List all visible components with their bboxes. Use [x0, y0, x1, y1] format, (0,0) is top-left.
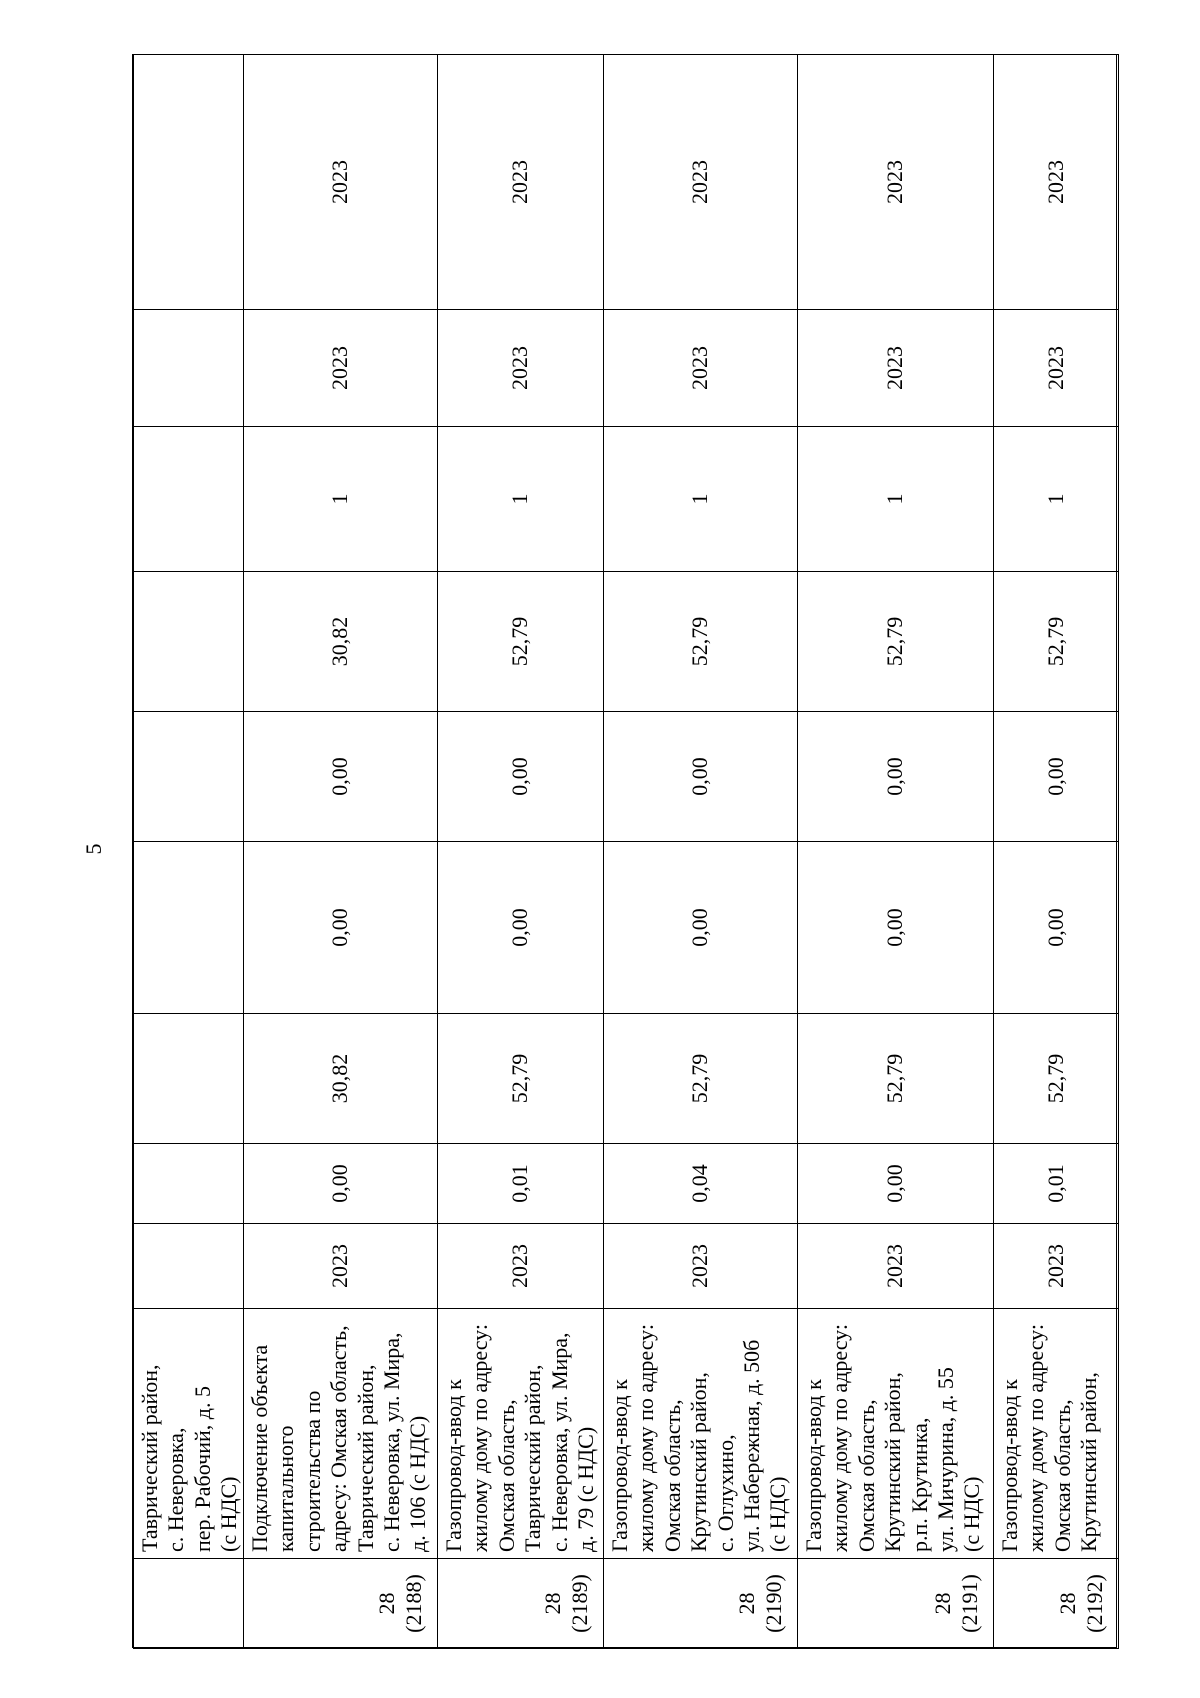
value-cell-5: 52,79: [438, 572, 604, 712]
end-year-cell: 2023: [244, 55, 438, 310]
value-cell-3: 0,00: [994, 842, 1119, 1014]
count-cell: 1: [994, 427, 1119, 572]
object-name-cell: Подключение объекта капитального строительства по адресу: Омская область, Таврический район, с. Неверовка, ул. Мира, д. 106 (с НДС): [244, 1309, 438, 1559]
value-cell-4: 0,00: [994, 712, 1119, 842]
year-cell: 2023: [438, 1224, 604, 1309]
value-cell-5: 30,82: [244, 572, 438, 712]
start-year-cell: 2023: [798, 310, 994, 427]
value-cell-4: 0,00: [438, 712, 604, 842]
row-number-cell: 28 (2188): [244, 1559, 438, 1649]
value-cell-2: 52,79: [438, 1014, 604, 1144]
object-name-cell: Газопровод-ввод к жилому дому по адресу: Омская область, Таврический район, с. Неверовка, ул. Мира, д. 79 (с НДС): [438, 1309, 604, 1559]
end-year-cell: [134, 55, 244, 310]
end-year-cell: 2023: [438, 55, 604, 310]
value-cell-3: 0,00: [798, 842, 994, 1014]
year-cell: 2023: [244, 1224, 438, 1309]
end-year-cell: 2023: [798, 55, 994, 310]
end-year-cell: 2023: [604, 55, 798, 310]
investment-table: [133, 54, 1119, 1649]
count-cell: 1: [244, 427, 438, 572]
investment-table-frame: [132, 54, 1117, 1648]
table-row: [994, 55, 1119, 1649]
object-name-cell: Газопровод-ввод к жилому дому по адресу: Омская область, Крутинский район, р.п. Крутинка, ул. Мичурина, д. 55 (с НДС): [798, 1309, 994, 1559]
row-number-cell: [134, 1559, 244, 1649]
count-cell: 1: [438, 427, 604, 572]
value-cell-4: 0,00: [798, 712, 994, 842]
start-year-cell: 2023: [994, 310, 1119, 427]
row-number-cell: 28 (2191): [798, 1559, 994, 1649]
object-name-cell: Таврический район, с. Неверовка, пер. Рабочий, д. 5 (с НДС): [134, 1309, 244, 1559]
count-cell: 1: [798, 427, 994, 572]
row-number-cell: 28 (2192): [994, 1559, 1119, 1649]
value-cell-1: 0,00: [244, 1144, 438, 1224]
value-cell-2: 52,79: [798, 1014, 994, 1144]
end-year-cell: 2023: [994, 55, 1119, 310]
year-cell: [134, 1224, 244, 1309]
page-number: 5: [81, 843, 106, 855]
table-row: [798, 55, 994, 1649]
year-cell: 2023: [798, 1224, 994, 1309]
value-cell-2: 52,79: [604, 1014, 798, 1144]
count-cell: 1: [604, 427, 798, 572]
table-row: [604, 55, 798, 1649]
value-cell-3: 0,00: [244, 842, 438, 1014]
value-cell-2: 30,82: [244, 1014, 438, 1144]
value-cell-1: 0,00: [798, 1144, 994, 1224]
object-name-cell: Газопровод-ввод к жилому дому по адресу: Омская область, Крутинский район, с. Оглухино, ул. Набережная, д. 50б (с НДС): [604, 1309, 798, 1559]
value-cell-2: [134, 1014, 244, 1144]
year-cell: 2023: [994, 1224, 1119, 1309]
value-cell-1: 0,01: [438, 1144, 604, 1224]
value-cell-5: 52,79: [604, 572, 798, 712]
start-year-cell: 2023: [604, 310, 798, 427]
value-cell-2: 52,79: [994, 1014, 1119, 1144]
start-year-cell: [134, 310, 244, 427]
value-cell-1: 0,01: [994, 1144, 1119, 1224]
value-cell-4: 0,00: [604, 712, 798, 842]
value-cell-3: 0,00: [604, 842, 798, 1014]
value-cell-5: 52,79: [994, 572, 1119, 712]
value-cell-3: 0,00: [438, 842, 604, 1014]
value-cell-5: 52,79: [798, 572, 994, 712]
object-name-cell: Газопровод-ввод к жилому дому по адресу: Омская область, Крутинский район,: [994, 1309, 1119, 1559]
value-cell-3: [134, 842, 244, 1014]
table-row: [134, 55, 244, 1649]
value-cell-1: 0,04: [604, 1144, 798, 1224]
row-number-cell: 28 (2189): [438, 1559, 604, 1649]
count-cell: [134, 427, 244, 572]
year-cell: 2023: [604, 1224, 798, 1309]
table-row: [244, 55, 438, 1649]
value-cell-4: 0,00: [244, 712, 438, 842]
table-row: [438, 55, 604, 1649]
value-cell-4: [134, 712, 244, 842]
value-cell-1: [134, 1144, 244, 1224]
start-year-cell: 2023: [438, 310, 604, 427]
start-year-cell: 2023: [244, 310, 438, 427]
rotated-table-container: [133, 55, 1118, 1649]
value-cell-5: [134, 572, 244, 712]
row-number-cell: 28 (2190): [604, 1559, 798, 1649]
